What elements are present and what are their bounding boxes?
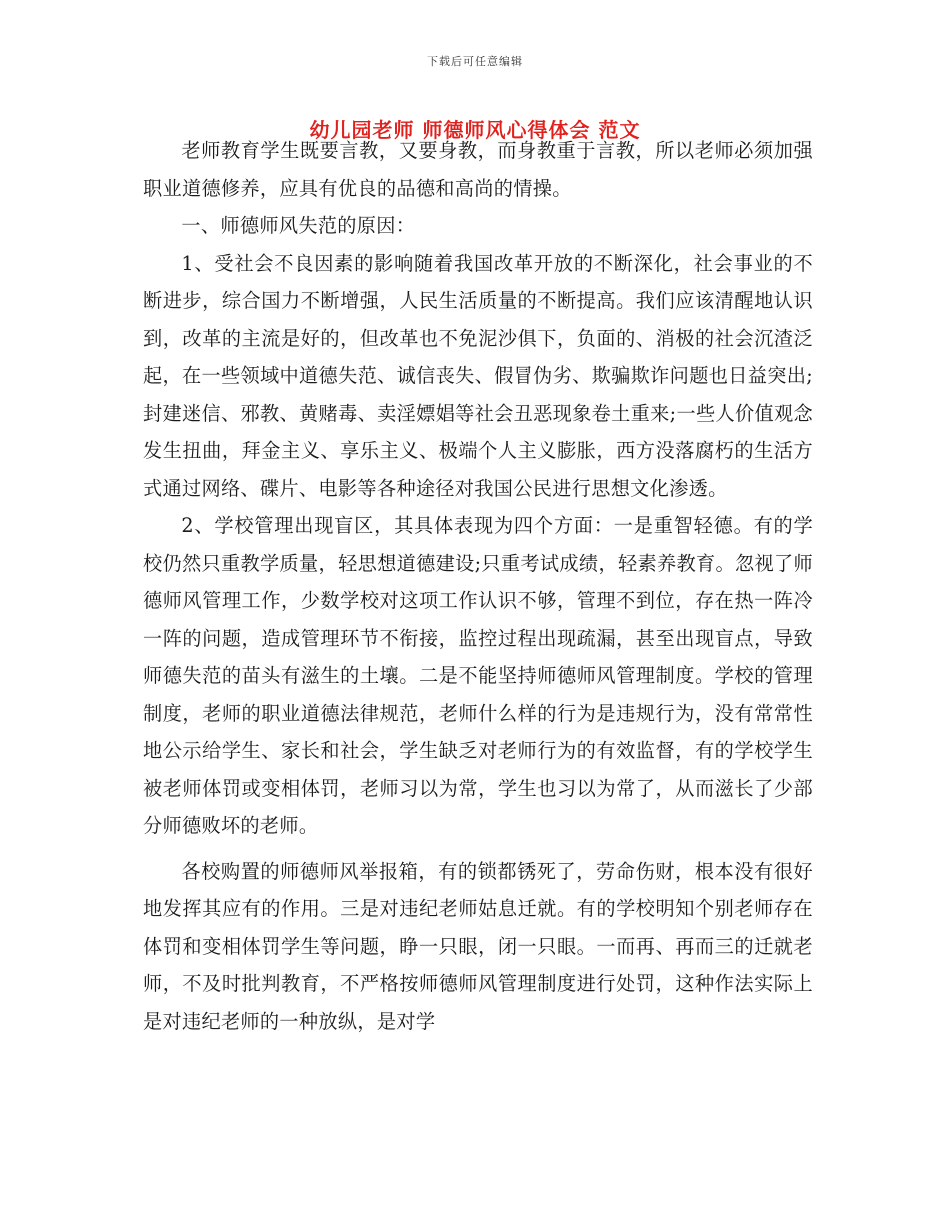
document-title: 幼儿园老师 师德师风心得体会 范文	[309, 118, 641, 142]
paragraph-report-box: 各校购置的师德师风举报箱，有的锁都锈死了，劳命伤财，根本没有很好地发挥其应有的作用。三是对违纪老师姑息迁就。有的学校明知个别老师存在体罚和变相体罚学生等问题，睁一只眼，闭一只眼。一而再、再而三的迁就老师，不及时批判教育，不严格按师德师风管理制度进行处罚，这种作法实际上是对违纪老师的一种放纵，是对学	[143, 859, 813, 1033]
paragraph-intro: 老师教育学生既要言教，又要身教，而身教重于言教，所以老师必须加强职业道德修养，应具有优良的品德和高尚的情操。	[143, 139, 813, 200]
paragraph-cause-1: 1、受社会不良因素的影响随着我国改革开放的不断深化，社会事业的不断进步，综合国力不断增强，人民生活质量的不断提高。我们应该清醒地认识到，改革的主流是好的，但改革也不免泥沙俱下，负面的、消极的社会沉渣泛起，在一些领域中道德失范、诚信丧失、假冒伪劣、欺骗欺诈问题也日益突出;封建迷信、邪教、黄赌毒、卖淫嫖娼等社会丑恶现象卷土重来;一些人价值观念发生扭曲，拜金主义、享乐主义、极端个人主义膨胀，西方没落腐朽的生活方式通过网络、碟片、电影等各种途径对我国公民进行思想文化渗透。	[143, 251, 813, 500]
header-note: 下载后可任意编辑	[427, 55, 523, 68]
document-body	[143, 132, 813, 1040]
paragraph-section-heading: 一、师德师风失范的原因：	[181, 214, 416, 237]
paragraph-cause-2: 2、学校管理出现盲区，其具体表现为四个方面：一是重智轻德。有的学校仍然只重教学质量，轻思想道德建设;只重考试成绩，轻素养教育。忽视了师德师风管理工作，少数学校对这项工作认识不够，管理不到位，存在热一阵冷一阵的问题，造成管理环节不衔接，监控过程出现疏漏，甚至出现盲点，导致师德失范的苗头有滋生的土壤。二是不能坚持师德师风管理制度。学校的管理制度，老师的职业道德法律规范，老师什么样的行为是违规行为，没有常常性地公示给学生、家长和社会，学生缺乏对老师行为的有效监督，有的学校学生被老师体罚或变相体罚，老师习以为常，学生也习以为常了，从而滋长了少部分师德败坏的老师。	[143, 514, 813, 837]
